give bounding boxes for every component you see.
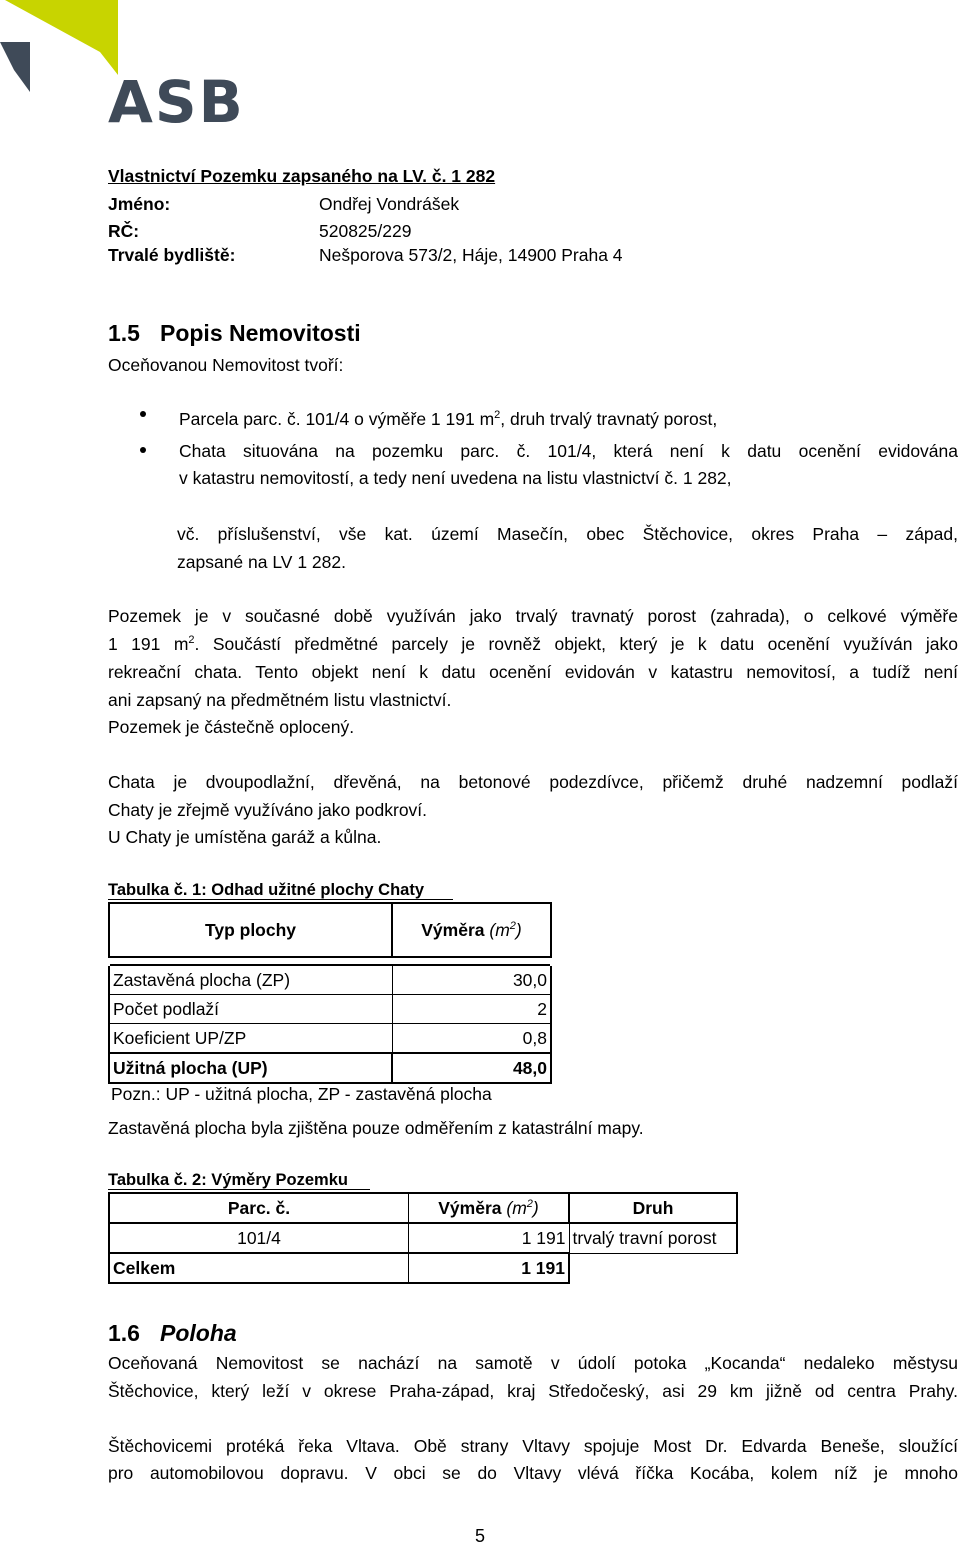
table1-total-value: 48,0 (392, 1053, 551, 1083)
land-paragraph-line1: Pozemek je v současné době využíván jako trvalý travnatý porost (zahrada), o celkové výměře (108, 606, 958, 626)
table1-cell-label: Počet podlaží (109, 995, 392, 1024)
rc-value: 520825/229 (319, 221, 412, 241)
table2-cell-area: 1 191 (409, 1223, 570, 1253)
bullet-parcel: Parcela parc. č. 101/4 o výměře 1 191 $m^2$, druh trvalý travnatý porost, (179, 409, 718, 429)
table2-total-label: Celkem (109, 1253, 409, 1283)
table1-cell-value: 0,8 (392, 1024, 551, 1054)
logo-text: ASB (108, 68, 245, 136)
accessories-line1: vč. příslušenství, vše kat. území Masečín, obec Štěchovice, okres Praha – západ, (177, 524, 958, 544)
bullet-icon (140, 411, 150, 421)
table1-header-row (109, 903, 551, 957)
bullet-chata-line2: v katastru nemovitostí, a tedy není uvedena na listu vlastnictví č. 1 282, (179, 468, 732, 488)
table1-total-label: Užitná plocha (UP) (109, 1053, 392, 1083)
table1-cell-value: 2 (392, 995, 551, 1024)
table1-header-type: Typ plochy (109, 903, 392, 957)
table-row (109, 1223, 737, 1253)
bullet-chata-line1: Chata situována na pozemku parc. č. 101/4, která není k datu ocenění evidována (179, 441, 958, 461)
table2 (108, 1192, 738, 1284)
land-paragraph-line5: Pozemek je částečně oplocený. (108, 717, 355, 737)
table2-total-value: 1 191 (409, 1253, 570, 1283)
name-label: Jméno: (108, 194, 171, 214)
address-label: Trvalé bydliště: (108, 245, 236, 265)
rc-label: RČ: (108, 221, 140, 241)
river-paragraph-line2: pro automobilovou dopravu. V obci se do Vltavy vlévá říčka Kocába, kolem níž je mnoho (108, 1463, 958, 1483)
table2-header-type: Druh (569, 1193, 737, 1223)
table1-cell-label: Koeficient UP/ZP (109, 1024, 392, 1054)
page-number: 5 (474, 1526, 485, 1546)
table2-header-row (109, 1193, 737, 1223)
chata-paragraph-line3: U Chaty je umístěna garáž a kůlna. (108, 827, 382, 847)
bullet-icon (140, 447, 150, 457)
river-paragraph-line1: Štěchovicemi protéká řeka Vltava. Obě strany Vltavy spojuje Most Dr. Edvarda Beneše, sloužící (108, 1436, 958, 1456)
table2-header-area: Výměra $(m^2)$ (409, 1193, 570, 1223)
address-value: Nešporova 573/2, Háje, 14900 Praha 4 (319, 245, 623, 265)
table-row (109, 1024, 551, 1054)
table1-caption-underline (108, 899, 453, 900)
table2-cell-parcel: 101/4 (109, 1223, 409, 1253)
table1-cell-label: Zastavěná plocha (ZP) (109, 965, 392, 995)
table2-cell-type: trvalý travní porost (569, 1223, 737, 1253)
table2-header-parcel: Parc. č. (109, 1193, 409, 1223)
section-1-5-intro: Oceňovanou Nemovitost tvoří: (108, 355, 344, 375)
table2-total-row (109, 1253, 737, 1283)
table1-header-area: Výměra $(m^2)$ (392, 903, 551, 957)
land-paragraph-line3: rekreační chata. Tento objekt není k datu ocenění evidován v katastru nemovitosí, a tudíž není (108, 662, 958, 682)
table2-caption: Tabulka č. 2: Výměry Pozemku (108, 1171, 348, 1189)
land-paragraph-line4: ani zapsaný na předmětném listu vlastnictví. (108, 690, 452, 710)
name-value: Ondřej Vondrášek (319, 194, 460, 214)
ownership-heading: Vlastnictví Pozemku zapsaného na LV. č. 1 282 (108, 166, 496, 186)
table1-note: Pozn.: UP - užitná plocha, ZP - zastavěná plocha (111, 1084, 492, 1104)
chata-paragraph-line1: Chata je dvoupodlažní, dřevěná, na betonové podezdívce, přičemž druhé nadzemní podlaží (108, 772, 958, 792)
table1-caption: Tabulka č. 1: Odhad užitné plochy Chaty (108, 881, 424, 899)
accessories-line2: zapsané na LV 1 282. (177, 552, 346, 572)
table1-cell-value: 30,0 (392, 965, 551, 995)
land-paragraph-line2: 1 191 $m^2$. Součástí předmětné parcely je rovněž objekt, který je k datu ocenění využíván jako (108, 634, 958, 654)
table1 (108, 902, 552, 1084)
table2-caption-underline (108, 1189, 370, 1190)
section-1-5-heading: 1.5 Popis Nemovitosti (108, 320, 361, 346)
table-row (109, 995, 551, 1024)
table1-total-row (109, 1053, 551, 1083)
chata-paragraph-line2: Chaty je zřejmě využíváno jako podkroví. (108, 800, 428, 820)
section-1-6-heading: 1.6 Poloha (108, 1320, 237, 1346)
table1-after-text: Zastavěná plocha byla zjištěna pouze odměřením z katastrální mapy. (108, 1118, 644, 1138)
table-row (109, 965, 551, 995)
location-paragraph-line1: Oceňovaná Nemovitost se nachází na samotě v údolí potoka „Kocanda“ nedaleko městysu (108, 1353, 958, 1373)
location-paragraph-line2: Štěchovice, který leží v okrese Praha-západ, kraj Středočeský, asi 29 km jižně od centra Prahy. (108, 1381, 958, 1401)
